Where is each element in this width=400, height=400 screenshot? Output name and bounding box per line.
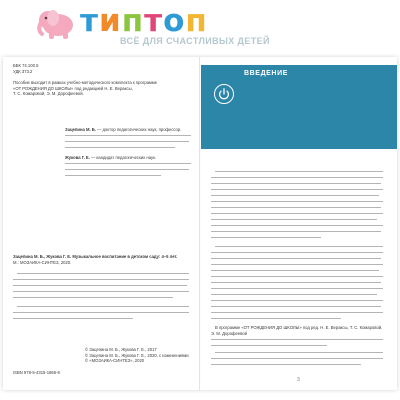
udc-block xyxy=(13,63,38,74)
text-placeholder xyxy=(211,264,383,265)
text-placeholder xyxy=(211,201,383,202)
text-placeholder xyxy=(211,195,379,196)
series-note-line: «ОТ РОЖДЕНИЯ ДО ШКОЛЫ» под редакцией Н. Е. Вераксы, xyxy=(13,85,133,91)
text-placeholder xyxy=(211,177,383,178)
text-placeholder xyxy=(65,141,189,142)
brand-tagline: ВСЁ ДЛЯ СЧАСТЛИВЫХ ДЕТЕЙ xyxy=(120,36,270,46)
book-spread xyxy=(3,57,397,390)
copyright-block xyxy=(85,347,195,364)
text-placeholder xyxy=(65,147,175,148)
power-icon xyxy=(214,84,234,104)
text-placeholder xyxy=(65,135,191,136)
series-note-line: Пособие выходит в рамках учебно-методического комплекта к программе xyxy=(13,80,158,85)
store-banner xyxy=(0,0,400,54)
text-placeholder xyxy=(211,294,377,295)
author-2 xyxy=(65,155,193,161)
citation-title: Музыкальное воспитание в детском саду: 4–5 лет. xyxy=(72,254,178,259)
text-placeholder xyxy=(211,270,379,271)
author-1-name: Зацепина М. Б. xyxy=(65,127,96,132)
text-placeholder xyxy=(13,291,189,292)
series-note xyxy=(13,80,193,97)
text-placeholder xyxy=(211,183,381,184)
text-placeholder xyxy=(211,306,381,307)
text-placeholder xyxy=(211,345,327,346)
brand-letter: п xyxy=(185,3,208,39)
author-2-bio: — кандидат педагогических наук. xyxy=(91,155,157,160)
text-placeholder xyxy=(13,297,173,298)
brand-letter: т xyxy=(80,3,99,39)
brand-letter: т xyxy=(144,3,164,39)
text-placeholder xyxy=(211,358,383,359)
isbn: ISBN 978-5-4315-1866-9 xyxy=(13,370,60,375)
text-placeholder xyxy=(211,207,381,208)
text-placeholder xyxy=(65,175,161,176)
text-placeholder xyxy=(211,364,361,365)
text-placeholder xyxy=(211,288,383,289)
copyright-line: © Зацепина М. Б., Жукова Г. Е., 2017 xyxy=(85,347,157,352)
text-placeholder xyxy=(13,318,133,319)
text-placeholder xyxy=(211,312,383,313)
text-placeholder xyxy=(13,285,187,286)
brand-letter: п xyxy=(121,3,145,39)
program-paragraph: В программе «ОТ РОЖДЕНИЯ ДО ШКОЛЫ» под ред. Н. Е. Вераксы, Т. С. Комаровой, Э. М. Дорофеевой xyxy=(211,325,383,336)
author-1-bio: — доктор педагогических наук, профессор. xyxy=(97,127,182,132)
text-placeholder xyxy=(215,171,383,172)
text-placeholder xyxy=(211,339,383,340)
introduction-page xyxy=(201,57,397,390)
text-placeholder xyxy=(17,306,189,307)
text-placeholder xyxy=(211,258,381,259)
author-2-name: Жукова Г. Е. xyxy=(65,155,90,160)
citation-publisher: М.: МОЗАИКА-СИНТЕЗ, 2020. xyxy=(13,259,72,265)
text-placeholder xyxy=(211,276,383,277)
imprint-page xyxy=(3,57,200,390)
brand-letter: и xyxy=(98,3,122,39)
introduction-heading: ВВЕДЕНИЕ xyxy=(244,70,288,77)
introduction-header xyxy=(201,65,397,149)
text-placeholder xyxy=(17,273,189,274)
series-note-line: Т. С. Комаровой, Э. М. Дорофеевой. xyxy=(13,91,84,97)
author-1 xyxy=(65,127,193,133)
page-number: 3 xyxy=(297,377,300,383)
text-placeholder xyxy=(211,213,383,214)
text-placeholder xyxy=(211,189,383,190)
text-placeholder xyxy=(211,219,377,220)
text-placeholder xyxy=(211,237,321,238)
text-placeholder xyxy=(215,352,383,353)
brand-logo xyxy=(80,4,208,38)
bibliographic-record xyxy=(13,254,193,265)
copyright-line: © Зацепина М. Б., Жукова Г. Е., 2020, с изменениями xyxy=(85,352,189,358)
text-placeholder xyxy=(211,231,381,232)
text-placeholder xyxy=(211,300,383,301)
citation-authors: Зацепина М. Б., Жукова Г. Е. xyxy=(13,254,72,259)
text-placeholder xyxy=(215,246,383,247)
copyright-line: © «МОЗАИКА-СИНТЕЗ», 2020 xyxy=(85,358,145,364)
udc-code: УДК 373.2 xyxy=(13,68,33,74)
brand-letter: о xyxy=(163,3,186,39)
text-placeholder xyxy=(65,169,189,170)
text-placeholder xyxy=(211,225,383,226)
bbk-code: ББК 74.100.5 xyxy=(13,63,39,68)
text-placeholder xyxy=(211,252,383,253)
text-placeholder xyxy=(65,163,191,164)
text-placeholder xyxy=(13,312,189,313)
text-placeholder xyxy=(211,282,381,283)
text-placeholder xyxy=(13,279,189,280)
elephant-icon xyxy=(36,6,76,40)
text-placeholder xyxy=(211,318,341,319)
